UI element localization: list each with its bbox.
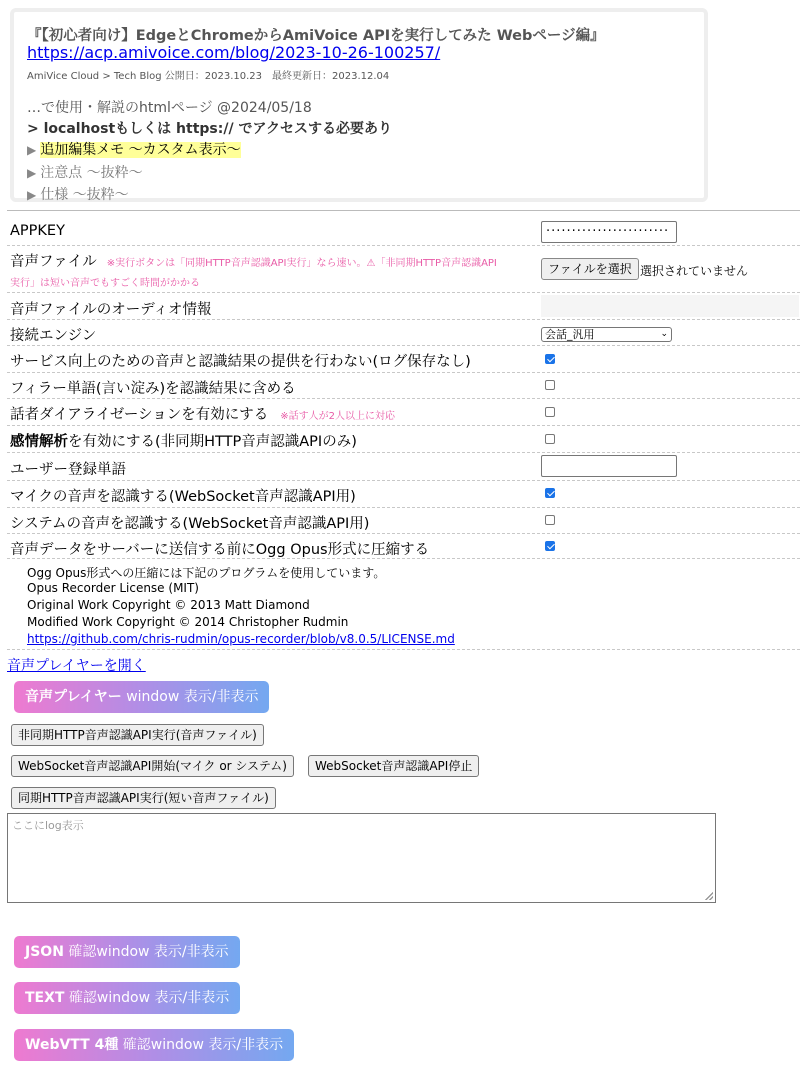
mic-checkbox[interactable] [545, 488, 555, 498]
details-edit-memo-label: 追加編集メモ 〜カスタム表示〜 [40, 142, 241, 158]
ogg-license-link-wrap [27, 632, 455, 646]
engine-label: 接続エンジン [10, 328, 97, 344]
choose-file-button[interactable]: ファイルを選択 [541, 258, 639, 280]
opus-checkbox[interactable] [545, 541, 555, 551]
webvtt-window-toggle-button[interactable] [14, 1029, 294, 1061]
resize-grip-icon[interactable] [705, 892, 713, 900]
user-words-label: ユーザー登録単語 [10, 462, 126, 478]
no-log-checkbox[interactable] [545, 354, 555, 364]
emotion-label-rest: を有効にする(非同期HTTP音声認識APIのみ) [68, 434, 357, 450]
ogg-line-2: Opus Recorder License (MIT) [27, 581, 199, 595]
ogg-line-3: Original Work Copyright © 2013 Matt Diamond [27, 598, 310, 612]
no-log-label: サービス向上のための音声と認識結果の提供を行わない(ログ保存なし) [10, 354, 471, 370]
blog-info-box [10, 8, 708, 202]
emotion-row [7, 426, 800, 453]
engine-select[interactable] [541, 327, 672, 342]
breadcrumb: AmiVice Cloud > Tech Blog 公開日：2023.10.23 最終更新日：2023.12.04 [27, 71, 390, 82]
system-label: システムの音声を認識する(WebSocket音声認識API用) [10, 516, 370, 532]
diarization-row [7, 399, 800, 426]
engine-select-value: 会話_汎用 [545, 328, 595, 341]
player-toggle-rest: window 表示/非表示 [121, 689, 259, 705]
diarization-label [10, 403, 395, 424]
divider [7, 210, 800, 211]
details-spec[interactable] [27, 184, 129, 204]
system-row [7, 508, 800, 534]
details-spec-label: 仕様 〜抜粋〜 [40, 187, 129, 203]
appkey-label: APPKEY [10, 223, 65, 239]
log-textarea[interactable] [7, 813, 716, 903]
details-notes[interactable] [27, 162, 143, 182]
access-note: > localhostもしくは https:// でアクセスする必要あり [27, 121, 393, 137]
details-edit-memo[interactable] [27, 139, 241, 159]
json-window-toggle-button[interactable] [14, 936, 240, 968]
audio-file-label-text: 音声ファイル [10, 254, 97, 270]
text-window-toggle-button[interactable] [14, 982, 240, 1014]
audio-info-row [7, 293, 800, 320]
mic-row [7, 481, 800, 508]
audio-file-row [7, 246, 800, 293]
audio-file-note-cont: 実行」は短い音声でもすごく時間がかかる [10, 278, 200, 289]
audio-info-label: 音声ファイルのオーディオ情報 [10, 302, 212, 318]
diarization-label-text: 話者ダイアライゼーションを有効にする [10, 407, 269, 423]
ogg-line-1: Ogg Opus形式への圧縮には下記のプログラムを使用しています。 [27, 566, 386, 580]
audio-file-note: ※実行ボタンは「同期HTTP音声認識API実行」なら速い。⚠「非同期HTTP音声認識API [106, 258, 497, 269]
mic-label: マイクの音声を認識する(WebSocket音声認識API用) [10, 489, 356, 505]
filler-row [7, 373, 800, 399]
details-notes-label: 注意点 〜抜粋〜 [40, 165, 143, 181]
ws-stop-button[interactable]: WebSocket音声認識API停止 [308, 755, 479, 777]
chevron-down-icon: ⌄ [660, 329, 668, 339]
opus-label: 音声データをサーバーに送信する前にOgg Opus形式に圧縮する [10, 542, 430, 558]
emotion-label [10, 430, 357, 451]
json-toggle-bold: JSON [25, 944, 64, 960]
emotion-label-bold: 感情解析 [10, 434, 68, 450]
filler-checkbox[interactable] [545, 380, 555, 390]
open-player-link[interactable]: 音声プレイヤーを開く [7, 658, 146, 674]
user-words-input[interactable] [541, 455, 677, 477]
triangle-right-icon: ▶ [27, 188, 37, 202]
engine-row [7, 320, 800, 346]
log-placeholder: ここにlog表示 [12, 819, 84, 832]
filler-label: フィラー単語(言い淀み)を認識結果に含める [10, 381, 296, 397]
ws-start-button[interactable]: WebSocket音声認識API開始(マイク or システム) [11, 755, 294, 777]
blog-title: 『【初心者向け】EdgeとChromeからAmiVoice APIを実行してみた Webページ編』 [27, 28, 605, 44]
webvtt-toggle-bold: WebVTT 4種 [25, 1037, 119, 1053]
usage-note: …で使用・解説のhtmlページ @2024/05/18 [27, 100, 312, 116]
player-toggle-bold: 音声プレイヤー [25, 689, 122, 705]
audio-file-label [10, 250, 497, 271]
ogg-line-4: Modified Work Copyright © 2014 Christopher Rudmin [27, 615, 349, 629]
emotion-checkbox[interactable] [545, 434, 555, 444]
text-toggle-rest: 確認window 表示/非表示 [64, 990, 230, 1006]
webvtt-toggle-rest: 確認window 表示/非表示 [118, 1037, 284, 1053]
audio-info-output [541, 295, 799, 317]
triangle-right-icon: ▶ [27, 143, 37, 157]
sync-http-button[interactable]: 同期HTTP音声認識API実行(短い音声ファイル) [11, 787, 276, 809]
json-toggle-rest: 確認window 表示/非表示 [63, 944, 229, 960]
diarization-note: ※話す人が2人以上に対応 [280, 411, 395, 422]
user-words-row [7, 453, 800, 481]
player-window-toggle-button[interactable] [14, 681, 269, 713]
ogg-license-link[interactable]: https://github.com/chris-rudmin/opus-recorder/blob/v8.0.5/LICENSE.md [27, 632, 455, 646]
diarization-checkbox[interactable] [545, 407, 555, 417]
system-checkbox[interactable] [545, 515, 555, 525]
opus-row [7, 534, 800, 559]
triangle-right-icon: ▶ [27, 166, 37, 180]
appkey-input[interactable]: ························ [541, 221, 677, 243]
text-toggle-bold: TEXT [25, 990, 65, 1006]
appkey-row [7, 218, 800, 246]
no-log-row [7, 346, 800, 373]
file-status: 選択されていません [640, 264, 749, 278]
blog-url-link[interactable]: https://acp.amivoice.com/blog/2023-10-26-100257/ [27, 43, 441, 62]
async-http-button[interactable]: 非同期HTTP音声認識API実行(音声ファイル) [11, 724, 264, 746]
